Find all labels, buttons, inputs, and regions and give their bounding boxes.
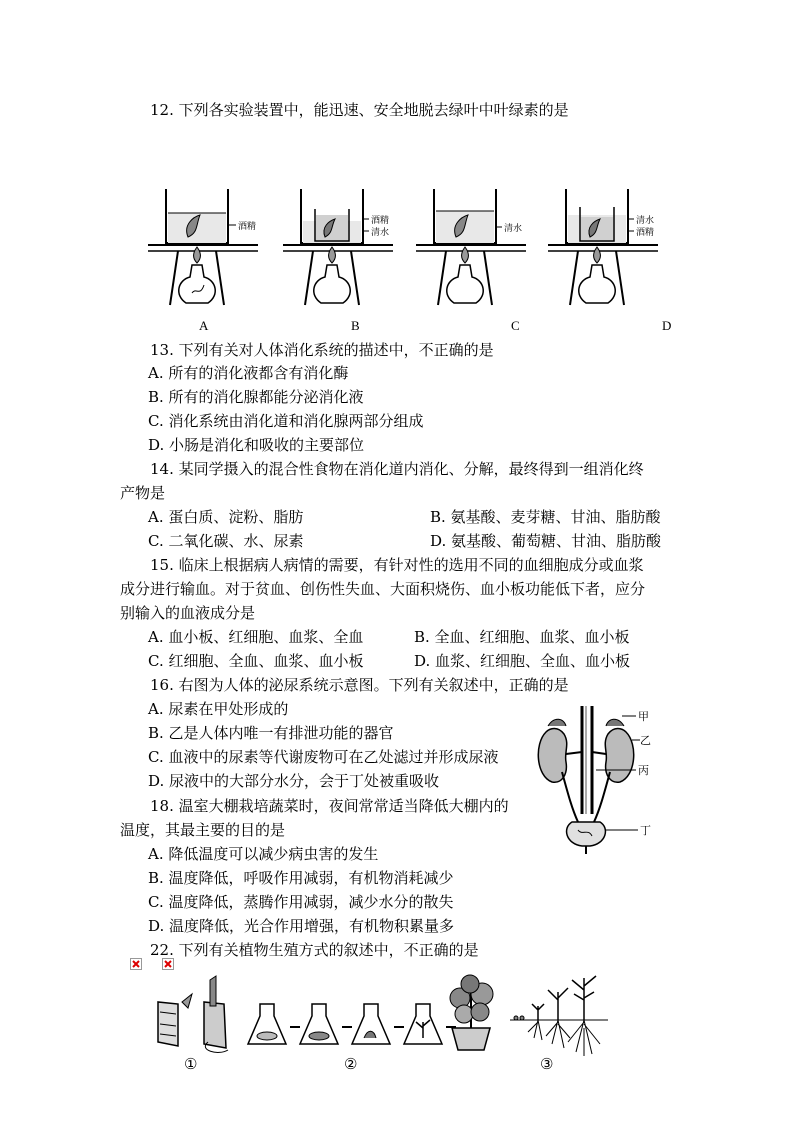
label-jia: 甲 <box>638 710 649 723</box>
tissue-culture-image <box>248 975 493 1050</box>
label-yi: 乙 <box>640 734 651 747</box>
apparatus-b-liquid-1: 酒精 <box>371 216 390 226</box>
apparatus-b-image <box>283 189 393 305</box>
apparatus-a-liquid-1: 酒精 <box>238 222 257 232</box>
plant-reproduction-figure <box>148 972 608 1058</box>
broken-image-icon <box>162 958 174 970</box>
q16-option-d: D. 尿液中的大部分水分，会于丁处被重吸收 <box>148 772 440 790</box>
apparatus-c-image <box>416 189 526 305</box>
q15-stem-line3: 别输入的血液成分是 <box>120 604 256 622</box>
figure-label-3: ③ <box>540 1055 554 1073</box>
q13-option-c: C. 消化系统由消化道和消化腺两部分组成 <box>148 412 424 430</box>
broken-image-icon <box>130 958 142 970</box>
q18-option-d: D. 温度降低，光合作用增强，有机物积累量多 <box>148 917 455 935</box>
apparatus-b-liquid-2: 清水 <box>371 228 390 238</box>
q18-option-c: C. 温度降低，蒸腾作用减弱，减少水分的散失 <box>148 893 454 911</box>
q12-stem: 12. 下列各实验装置中，能迅速、安全地脱去绿叶中叶绿素的是 <box>150 101 569 119</box>
q22-stem: 22. 下列有关植物生殖方式的叙述中，不正确的是 <box>150 941 479 959</box>
q18-option-b: B. 温度降低，呼吸作用减弱，有机物消耗减少 <box>148 869 454 887</box>
q13-option-d: D. 小肠是消化和吸收的主要部位 <box>148 436 365 454</box>
q18-stem-line1: 18. 温室大棚栽培蔬菜时，夜间常常适当降低大棚内的 <box>150 797 509 815</box>
label-bing: 丙 <box>638 764 649 777</box>
apparatus-c-liquid-1: 清水 <box>504 224 523 234</box>
q15-option-b: B. 全血、红细胞、血浆、血小板 <box>414 628 630 646</box>
apparatus-c-label: C <box>511 318 520 333</box>
q15-option-d: D. 血浆、红细胞、全血、血小板 <box>414 652 631 670</box>
apparatus-d-liquid-1: 清水 <box>636 216 655 226</box>
q15-stem-line2: 成分进行输血。对于贫血、创伤性失血、大面积烧伤、血小板功能低下者，应分 <box>120 580 646 598</box>
q14-stem-line2: 产物是 <box>120 484 166 502</box>
q13-option-a: A. 所有的消化液都含有消化酶 <box>148 364 349 382</box>
apparatus-b-label: B <box>351 318 360 333</box>
apparatus-d-label: D <box>662 318 672 333</box>
urinary-system-figure <box>532 704 656 854</box>
q14-stem-line1: 14. 某同学摄入的混合性食物在消化道内消化、分解，最终得到一组消化终 <box>150 460 644 478</box>
q18-option-a: A. 降低温度可以减少病虫害的发生 <box>148 845 379 863</box>
apparatus-d-liquid-2: 酒精 <box>636 228 655 238</box>
q14-option-c: C. 二氧化碳、水、尿素 <box>148 532 304 550</box>
seedling-growth-image <box>510 976 608 1056</box>
q15-option-c: C. 红细胞、全血、血浆、血小板 <box>148 652 364 670</box>
label-ding: 丁 <box>640 824 651 837</box>
q14-option-b: B. 氨基酸、麦芽糖、甘油、脂肪酸 <box>430 508 661 526</box>
q16-option-c: C. 血液中的尿素等代谢废物可在乙处滤过并形成尿液 <box>148 748 499 766</box>
q13-stem: 13. 下列有关对人体消化系统的描述中，不正确的是 <box>150 341 494 359</box>
apparatus-a-image <box>148 189 258 305</box>
grafting-image <box>158 976 228 1052</box>
q16-option-b: B. 乙是人体内唯一有排泄功能的器官 <box>148 724 394 742</box>
q18-stem-line2: 温度，其最主要的目的是 <box>120 821 286 839</box>
figure-label-2: ② <box>344 1055 358 1073</box>
q13-option-b: B. 所有的消化腺都能分泌消化液 <box>148 388 364 406</box>
apparatus-d-image <box>548 189 658 305</box>
q15-stem-line1: 15. 临床上根据病人病情的需要，有针对性的选用不同的血细胞成分或血浆 <box>150 556 644 574</box>
apparatus-a-label: A <box>199 318 209 333</box>
q14-option-a: A. 蛋白质、淀粉、脂肪 <box>148 508 304 526</box>
q16-option-a: A. 尿素在甲处形成的 <box>148 700 289 718</box>
q16-stem: 16. 右图为人体的泌尿系统示意图。下列有关叙述中，正确的是 <box>150 676 569 694</box>
q14-option-d: D. 氨基酸、葡萄糖、甘油、脂肪酸 <box>430 532 662 550</box>
q15-option-a: A. 血小板、红细胞、血浆、全血 <box>148 628 364 646</box>
figure-label-1: ① <box>184 1055 198 1073</box>
q12-apparatus-figure <box>148 185 668 315</box>
